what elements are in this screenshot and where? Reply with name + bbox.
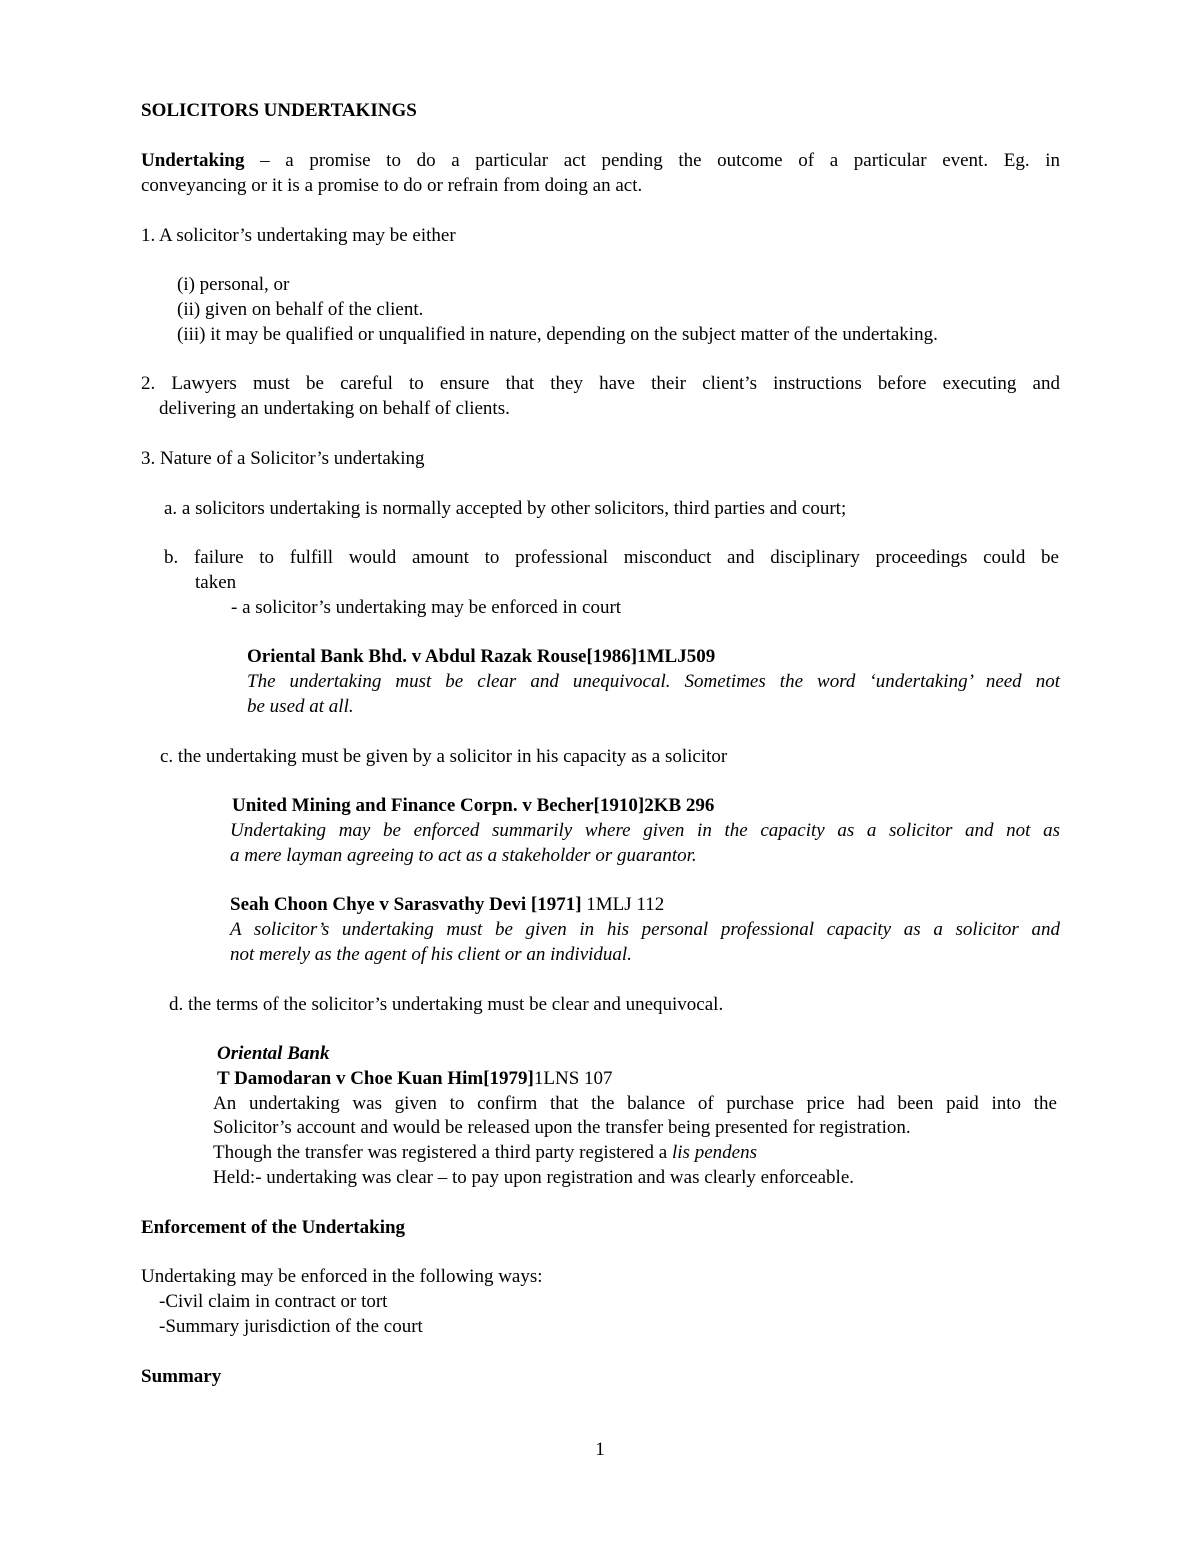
case-seah-choon-name xyxy=(230,892,664,917)
definition-term: Undertaking xyxy=(141,150,245,171)
enforcement-item-summary: -Summary jurisdiction of the court xyxy=(159,1316,423,1337)
case-seah-choon-citation: 1MLJ 112 xyxy=(581,894,665,915)
enforcement-intro: Undertaking may be enforced in the following ways: xyxy=(141,1266,543,1287)
point-1-item-i: (i) personal, or xyxy=(177,274,290,295)
point-1-item-iii: (iii) it may be qualified or unqualified in nature, depending on the subject matter of the undertaking. xyxy=(177,324,938,345)
enforcement-heading: Enforcement of the Undertaking xyxy=(141,1217,406,1238)
case-damodaran-citation: 1LNS 107 xyxy=(533,1068,613,1089)
definition-line-1 xyxy=(141,148,1060,173)
case-d-reference: Oriental Bank xyxy=(217,1043,330,1064)
enforcement-item-civil: -Civil claim in contract or tort xyxy=(159,1291,388,1312)
case-united-mining-line-2: a mere layman agreeing to act as a stakeholder or guarantor. xyxy=(230,845,697,866)
point-3-b-line-1: b. failure to fulfill would amount to professional misconduct and disciplinary proceedings could be xyxy=(164,547,1059,568)
point-2-line-2: delivering an undertaking on behalf of clients. xyxy=(159,398,510,419)
case-damodaran-title: T Damodaran v Choe Kuan Him[1979] xyxy=(217,1068,534,1089)
case-damodaran-line-3 xyxy=(213,1140,757,1165)
definition-line-2: conveyancing or it is a promise to do or refrain from doing an act. xyxy=(141,175,643,196)
document-title: SOLICITORS UNDERTAKINGS xyxy=(141,100,417,121)
point-3: 3. Nature of a Solicitor’s undertaking xyxy=(141,448,425,469)
case-seah-choon-title: Seah Choon Chye v Sarasvathy Devi [1971] xyxy=(230,894,582,915)
lis-pendens-term: lis pendens xyxy=(672,1142,757,1163)
case-damodaran-line-3-text: Though the transfer was registered a third party registered a xyxy=(213,1142,672,1163)
case-united-mining-line-1: Undertaking may be enforced summarily where given in the capacity as a solicitor and not as xyxy=(230,820,1060,841)
point-1-item-ii: (ii) given on behalf of the client. xyxy=(177,299,424,320)
case-oriental-bank-line-1: The undertaking must be clear and unequivocal. Sometimes the word ‘undertaking’ need not xyxy=(247,671,1060,692)
definition-text: – a promise to do a particular act pending the outcome of a particular event. Eg. in xyxy=(260,150,1060,171)
case-seah-choon-line-1: A solicitor’s undertaking must be given in his personal professional capacity as a solicitor and xyxy=(230,919,1060,940)
case-damodaran-line-1: An undertaking was given to confirm that the balance of purchase price had been paid into the xyxy=(213,1093,1057,1114)
case-damodaran-held: Held:- undertaking was clear – to pay upon registration and was clearly enforceable. xyxy=(213,1167,854,1188)
case-damodaran-name xyxy=(217,1066,613,1091)
case-oriental-bank-name: Oriental Bank Bhd. v Abdul Razak Rouse[1986]1MLJ509 xyxy=(247,646,716,667)
case-oriental-bank-line-2: be used at all. xyxy=(247,696,354,717)
point-2-line-1: 2. Lawyers must be careful to ensure that they have their client’s instructions before executing and xyxy=(141,373,1060,394)
point-3-a: a. a solicitors undertaking is normally accepted by other solicitors, third parties and court; xyxy=(164,498,847,519)
page-number: 1 xyxy=(595,1439,605,1460)
point-3-b-line-2: taken xyxy=(195,572,237,593)
point-1: 1. A solicitor’s undertaking may be either xyxy=(141,225,456,246)
case-united-mining-name: United Mining and Finance Corpn. v Becher[1910]2KB 296 xyxy=(232,795,715,816)
case-seah-choon-line-2: not merely as the agent of his client or an individual. xyxy=(230,944,632,965)
point-3-c: c. the undertaking must be given by a solicitor in his capacity as a solicitor xyxy=(160,746,728,767)
summary-heading: Summary xyxy=(141,1366,222,1387)
point-3-d: d. the terms of the solicitor’s undertaking must be clear and unequivocal. xyxy=(169,994,724,1015)
case-damodaran-line-2: Solicitor’s account and would be released upon the transfer being presented for registration. xyxy=(213,1117,911,1138)
point-3-b-sub: - a solicitor’s undertaking may be enforced in court xyxy=(231,597,622,618)
